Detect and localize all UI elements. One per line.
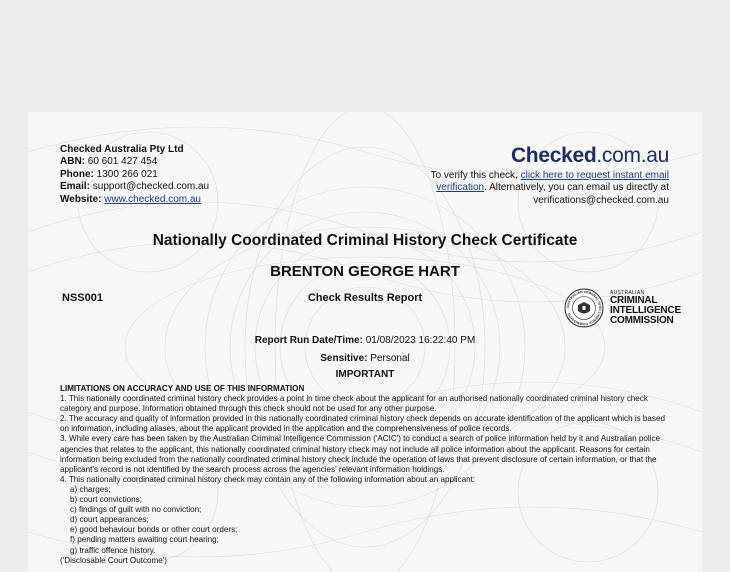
limitation-1: 1. This nationally coordinated criminal history check provides a point in time check about the applicant for an authorised nationally coordinated criminal history check category and purpose. Information obtained through this check should not be used for any other purpose.: [60, 394, 648, 414]
limitations-heading: LIMITATIONS ON ACCURACY AND USE OF THIS INFORMATION: [60, 384, 305, 393]
abn-value: 60 601 427 454: [87, 156, 158, 168]
checked-logo: Checked.com.au: [510, 144, 669, 167]
acic-line-3: COMMISSION: [610, 315, 674, 326]
website-link[interactable]: www.checked.com.au: [104, 193, 201, 205]
acic-small-label: AUSTRALIAN: [610, 290, 645, 296]
certificate-page: [28, 112, 702, 572]
phone-label: Phone:: [60, 168, 94, 180]
limitations-section: [60, 384, 672, 566]
email-value: support@checked.com.au: [92, 181, 210, 193]
disclosable-court-outcome: ('Disclosable Court Outcome'): [60, 555, 167, 565]
list-item: c) findings of guilt with no conviction;: [70, 505, 202, 515]
applicant-name: BRENTON GEORGE HART: [270, 263, 460, 280]
sensitivity: Sensitive: Personal: [320, 353, 410, 364]
verify-text: To verify this check, click here to request instant email verification. Alternatively, you can email us directly at verifications@checked.com.au: [430, 170, 669, 206]
abn-label: ABN:: [60, 156, 85, 168]
limitation-4: 4. This nationally coordinated criminal history check may contain any of the following information about an applicant:: [60, 474, 476, 484]
company-email: [60, 181, 209, 193]
list-item: a) charges;: [70, 484, 111, 494]
limitation-2: 2. The accuracy and quality of information provided in this nationally coordinated criminal history check depends on accurate identification of the applicant which is based on information, including aliases, about the applicant provided in the application and the comprehensiveness of police records.: [60, 414, 665, 434]
list-item: e) good behaviour bonds or other court orders;: [70, 525, 238, 535]
website-label: Website:: [60, 193, 102, 205]
svg-text:AUSTRALIAN CRIMINAL INTELLIGEN: AUSTRALIAN CRIMINAL INTELLIGENCE COMMISSION: [565, 289, 603, 327]
report-run-datetime: Report Run Date/Time: 01/08/2023 16:22:40 PM: [254, 335, 476, 346]
acic-seal-icon: [564, 288, 604, 328]
report-title: Check Results Report: [307, 292, 423, 304]
email-label: Email:: [60, 181, 91, 193]
company-details: [60, 144, 209, 206]
company-website: [60, 194, 209, 206]
reference-code: NSS001: [62, 292, 103, 304]
acic-line-1: CRIMINAL: [610, 295, 658, 306]
limitation-3: 3. While every care has been taken by the Australian Criminal Intelligence Commission ('ACIC') to conduct a search of police information held by it and Australian police agencies that relates to the applicant, this nationally coordinated criminal history check may not include all police information about the applicant. Reasons for certain information being excluded from the nationally coordinated criminal history check include the operation of laws that prevent disclosure of certain information, or that the applicant's record is not identified by the search process across the agencies' relevant information holdings.: [60, 434, 661, 474]
brand-block: [409, 144, 669, 207]
company-name: Checked Australia Pty Ltd: [60, 144, 184, 155]
important-heading: IMPORTANT: [335, 369, 395, 380]
list-item: d) court appearances;: [70, 515, 149, 525]
list-item: b) court convictions;: [70, 495, 142, 505]
acic-logo: [564, 288, 681, 334]
request-verification-link[interactable]: click here to request instant email verification: [436, 170, 669, 194]
list-item: f) pending matters awaiting court hearing;: [70, 535, 219, 545]
company-phone: [60, 169, 209, 181]
acic-line-2: INTELLIGENCE: [610, 305, 681, 316]
list-item: g) traffic offence history.: [70, 545, 156, 555]
company-abn: [60, 156, 209, 168]
certificate-title: Nationally Coordinated Criminal History Check Certificate: [152, 232, 578, 249]
phone-value: 1300 266 021: [96, 168, 158, 180]
